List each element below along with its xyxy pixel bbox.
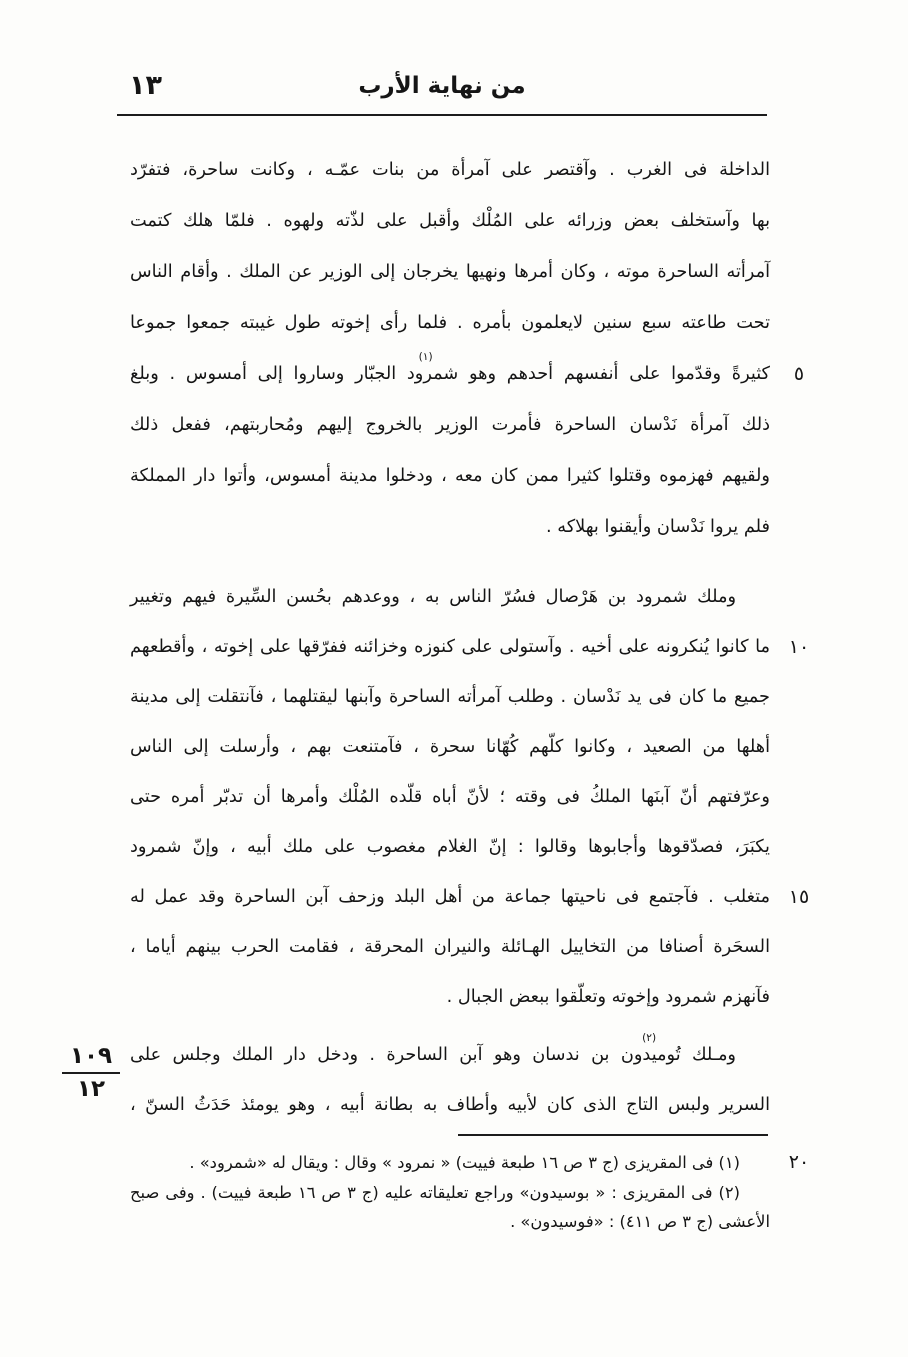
paragraph xyxy=(130,572,810,1022)
line-text-segment: الجبّار وساروا إلى أمسوس . وبلغ xyxy=(130,364,407,384)
line-text: آمرأته الساحرة موته ، وكان أمرها ونهيها يخرجان إلى الوزير عن الملك . وأقام الناس xyxy=(130,262,770,282)
text-line xyxy=(130,872,810,922)
line-text: وعرّفتهم أنّ آبنَها الملكُ فى وقته ؛ لأنّ أباه قلّده المُلْك وأمرها أن تدبّر أمره حتى xyxy=(130,787,770,807)
footnote-text: (٢) فى المقريزى : « بوسيدون» وراجع تعليقاته عليه (ج ٣ ص ١٦ طبعة فييت) . وفى صبح xyxy=(130,1182,740,1202)
text-line xyxy=(130,196,770,247)
footnote-ref-number: (١) xyxy=(418,349,433,363)
line-text-segment: ومـلك تُوميدون xyxy=(620,1045,736,1065)
line-text: ذلك آمرأة نَدْسان الساحرة فأمرت الوزير بالخروج إليهم ومُحاربتهم، ففعل ذلك xyxy=(130,415,770,435)
line-text: ما كانوا يُنكرونه على أخيه . وآستولى على كنوزه وخزائنه ففرّقها على إخوته ، وأقطعهم xyxy=(130,637,770,657)
text-line xyxy=(130,145,770,196)
header-rule xyxy=(117,114,767,116)
text-line xyxy=(130,772,770,822)
line-number: ١٠ xyxy=(788,636,810,658)
folio-reference xyxy=(62,1040,120,1104)
footnote-text: الأعشى (ج ٣ ص ٤١١) : «فوسيدون» . xyxy=(510,1212,770,1231)
text-line xyxy=(130,822,770,872)
text-line xyxy=(130,572,770,622)
folio-number: ١٠٩ xyxy=(62,1040,120,1074)
main-text xyxy=(130,145,810,1130)
text-line xyxy=(130,622,810,672)
line-text: ولقيهم فهزموه وقتلوا كثيرا ممن كان معه ، ودخلوا مدينة أمسوس، وأتوا دار المملكة xyxy=(130,466,770,486)
page-number: ١٣ xyxy=(129,70,162,101)
text-line xyxy=(130,349,805,400)
text-line xyxy=(130,722,770,772)
line-text: فآنهزم شمرود وإخوته وتعلّقوا ببعض الجبال . xyxy=(446,987,770,1007)
line-text: أهلها من الصعيد ، وكانوا كلّهم كُهّانا سحرة ، فآمتنعت بهم ، وأرسلت إلى الناس xyxy=(130,737,770,757)
line-text: تحت طاعته سبع سنين لايعلمون بأمره . فلما رأى إخوته طول غيبته جمعوا جموعا xyxy=(130,313,770,333)
text-line xyxy=(130,922,770,972)
footnote-text: (١) فى المقريزى (ج ٣ ص ١٦ طبعة فييت) « نمرود » وقال : ويقال له «شمرود» . xyxy=(189,1153,740,1172)
text-line xyxy=(130,1030,770,1080)
text-line xyxy=(130,672,770,722)
page-header xyxy=(117,64,767,108)
line-text xyxy=(130,349,770,384)
line-text: فلم يروا نَدْسان وأيقنوا بهلاكه . xyxy=(545,517,770,537)
line-text: وملك شمرود بن هَرْصال فسُرّ الناس به ، ووعدهم بحُسن السِّيرة فيهم وتغيير xyxy=(130,587,736,607)
line-text: جميع ما كان فى يد نَدْسان . وطلب آمرأته الساحرة وآبنها ليقتلهما ، فآنتقلت إلى مدينة xyxy=(130,687,770,707)
text-line xyxy=(130,502,770,553)
line-text: السرير ولبس التاج الذى كان لأبيه وأطاف به بطانة أبيه ، وهو يومئذ حَدَثُ السنّ ، xyxy=(130,1095,770,1115)
text-line xyxy=(130,298,770,349)
line-text-segment: بن ندسان وهو آبن الساحرة . ودخل دار الملك وجلس على xyxy=(130,1045,621,1065)
line-text: بها وآستخلف بعض وزرائه على المُلْك وأقبل على لذّته ولهوه . فلمّا هلك كتمت xyxy=(130,211,770,231)
footnote-ref-number: (٢) xyxy=(642,1030,657,1044)
footnotes xyxy=(130,1148,810,1237)
line-number: ١٥ xyxy=(788,886,810,908)
text-line xyxy=(130,972,770,1022)
text-line xyxy=(130,451,770,502)
line-text: متغلب . فآجتمع فى ناحيتها جماعة من أهل البلد وزحف آبن الساحرة وقد عمل له xyxy=(130,887,770,907)
paragraph xyxy=(130,1030,770,1130)
text-line xyxy=(130,247,770,298)
text-line xyxy=(130,1080,770,1130)
footnote-line xyxy=(130,1148,810,1178)
line-number: ٢٠ xyxy=(788,1151,810,1173)
paragraph xyxy=(130,145,805,553)
footnote-line xyxy=(130,1207,770,1237)
line-text-segment: كثيرةً وقدّموا على أنفسهم أحدهم وهو شمرود xyxy=(406,364,770,384)
folio-subnumber: ١٢ xyxy=(76,1076,106,1102)
line-number: ٥ xyxy=(793,363,805,385)
text-line xyxy=(130,400,770,451)
running-title: من نهاية الأرب xyxy=(358,73,526,99)
footnote-line xyxy=(130,1178,770,1208)
line-text: الداخلة فى الغرب . وآقتصر على آمرأة من بنات عمّـه ، وكانت ساحرة، فتفرّد xyxy=(130,160,770,180)
line-text: السحَرة أصنافا من التخاييل الهـائلة والنيران المحرقة ، فقامت الحرب بينهم أياما ، xyxy=(130,937,770,957)
footnote-separator xyxy=(458,1134,768,1136)
line-text xyxy=(130,1030,736,1065)
line-text: يكبَرَ، فصدّقوها وأجابوها وقالوا : إنّ الغلام مغصوب على ملك أبيه ، وإنّ شمرود xyxy=(130,837,770,857)
